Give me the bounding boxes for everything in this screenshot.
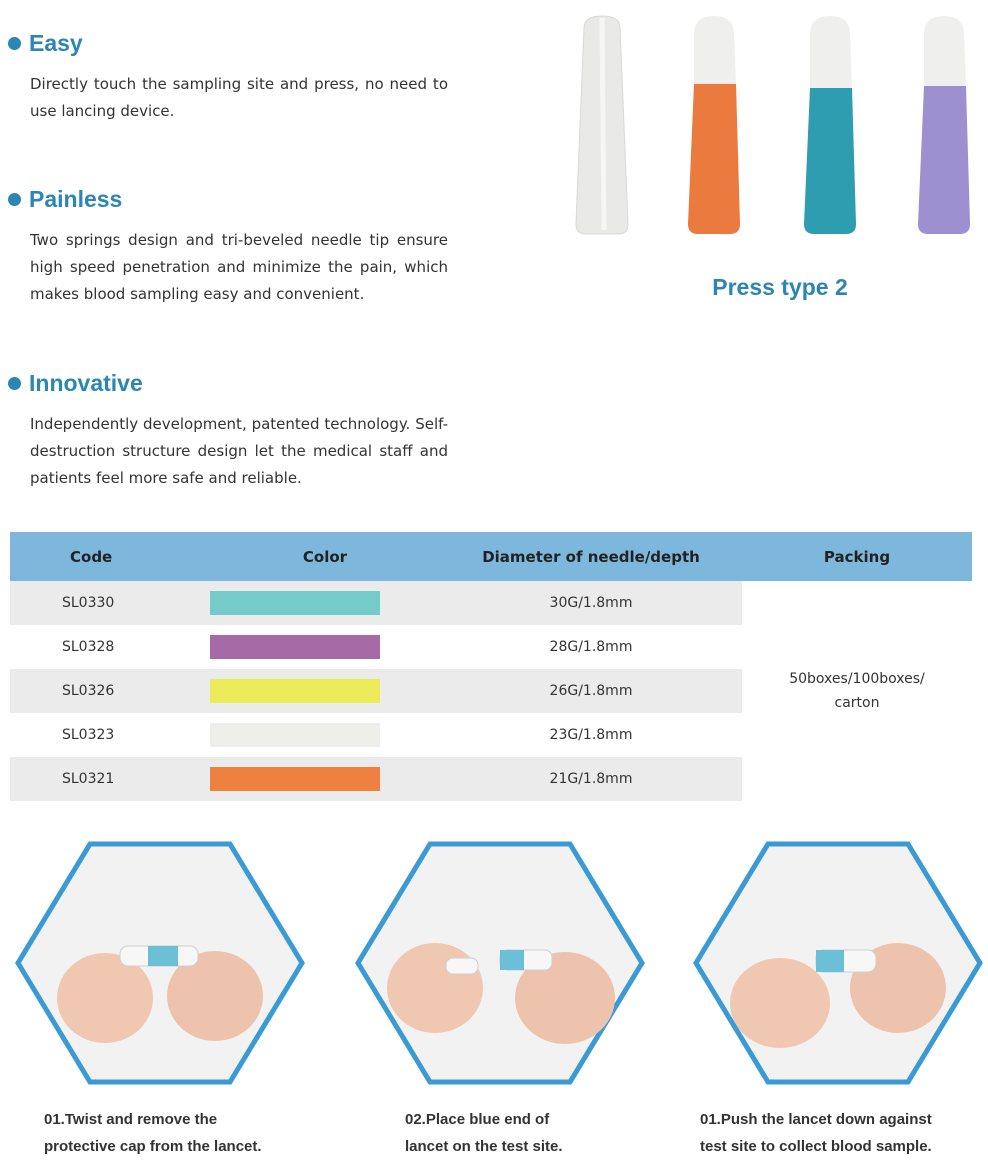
lancet-teal-image [802,14,858,236]
feature-innovative [8,370,448,492]
packing-line: carton [834,695,880,711]
caption-line: 01.Twist and remove the [44,1111,218,1128]
table-row [10,581,972,625]
step-3-image [688,838,988,1088]
color-swatch [210,679,380,703]
code-cell: SL0328 [62,639,115,655]
code-cell: SL0323 [62,727,115,743]
color-cell [210,625,440,669]
spec-table [10,532,972,801]
header-diameter: Diameter of needle/depth [440,532,742,581]
caption-line: lancet on the test site. [405,1138,563,1155]
feature-title: Easy [29,30,83,56]
code-cell: SL0330 [10,581,210,625]
packing-line: 50boxes/100boxes/ [789,671,925,687]
code-cell: SL0326 [10,669,210,713]
step-2-image [350,838,650,1088]
caption-line: test site to collect blood sample. [700,1138,932,1155]
header-code: Code [10,532,210,581]
color-swatch [210,723,380,747]
caption-line: protective cap from the lancet. [44,1138,262,1155]
product-caption: Press type 2 [712,274,848,300]
lancet-product-image [560,8,980,238]
header-packing: Packing [742,532,972,581]
diameter-cell: 23G/1.8mm [549,727,633,743]
header-color: Color [210,532,440,581]
color-cell [210,669,440,713]
bullet-dot-icon [8,377,21,390]
feature-title: Innovative [29,370,143,396]
step-1-caption [44,1106,262,1160]
caption-line: 01.Push the lancet down against [700,1111,932,1128]
diameter-cell: 21G/1.8mm [440,757,742,801]
step-1-image [10,838,310,1088]
color-swatch [210,591,380,615]
color-swatch [210,635,380,659]
table-header-row [10,532,972,581]
code-cell: SL0321 [10,757,210,801]
step-2-caption [405,1106,563,1160]
feature-description: Two springs design and tri-beveled needle tip ensure high speed penetration and minimize the pain, which makes blood sampling easy and convenient. [30,231,448,303]
feature-title: Painless [29,186,123,212]
caption-line: 02.Place blue end of [405,1111,550,1128]
color-swatch [210,767,380,791]
diameter-cell: 30G/1.8mm [440,581,742,625]
lancet-purple-image [916,14,972,236]
diameter-cell: 26G/1.8mm [440,669,742,713]
lancet-white-image [574,14,630,236]
feature-description: Directly touch the sampling site and press, no need to use lancing device. [30,75,448,120]
lancet-orange-image [686,14,742,236]
step-3-caption [700,1106,932,1160]
diameter-cell: 28G/1.8mm [549,639,633,655]
feature-easy [8,30,448,125]
feature-painless [8,186,448,308]
bullet-dot-icon [8,193,21,206]
color-cell [210,581,440,625]
color-cell [210,713,440,757]
packing-cell [742,581,972,801]
bullet-dot-icon [8,37,21,50]
feature-description: Independently development, patented technology. Self-destruction structure design let the medical staff and patients feel more safe and reliable. [30,415,448,487]
color-cell [210,757,440,801]
